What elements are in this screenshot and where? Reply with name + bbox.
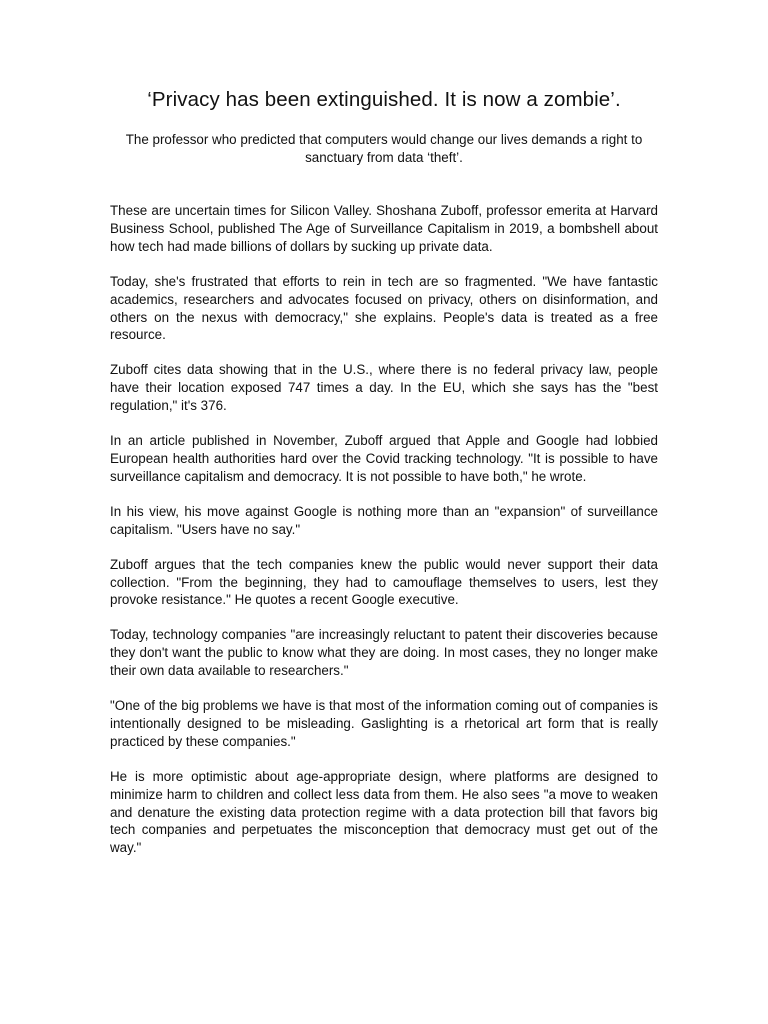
paragraph-8: "One of the big problems we have is that most of the information coming out of companies is intentionally designed to be misleading. Gaslighting is a rhetorical art form that is really practiced by these companies." [110, 698, 658, 749]
paragraph-5: In his view, his move against Google is nothing more than an "expansion" of surveillance capitalism. "Users have no say." [110, 503, 658, 537]
paragraph-1: These are uncertain times for Silicon Valley. Shoshana Zuboff, professor emerita at Harvard Business School, published The Age of Surveillance Capitalism in 2019, a bombshell about how tech had made billions of dollars by sucking up private data. [110, 203, 658, 254]
article-title: ‘Privacy has been extinguished. It is now a zombie’. [147, 88, 621, 111]
paragraph-9: He is more optimistic about age-appropriate design, where platforms are designed to minimize harm to children and collect less data from them. He also sees "a move to weaken and denature the existing data protection regime with a data protection bill that favors big tech companies and perpetuates the misconception that democracy must get out of the way." [110, 768, 658, 856]
paragraph-2: Today, she's frustrated that efforts to rein in tech are so fragmented. "We have fantastic academics, researchers and advocates focused on privacy, others on disinformation, and others on the nexus with democracy," she explains. People's data is treated as a free resource. [110, 273, 658, 343]
paragraph-7: Today, technology companies "are increasingly reluctant to patent their discoveries because they don't want the public to know what they are doing. In most cases, they no longer make their own data available to researchers." [110, 627, 658, 679]
paragraph-4: In an article published in November, Zuboff argued that Apple and Google had lobbied European health authorities hard over the Covid tracking technology. "It is possible to have surveillance capitalism and democracy. It is not possible to have both," he wrote. [110, 433, 658, 484]
article-body [110, 202, 658, 857]
paragraph-3: Zuboff cites data showing that in the U.S., where there is no federal privacy law, people have their location exposed 747 times a day. In the EU, which she says has the "best regulation," it's 376. [110, 362, 658, 414]
article-subtitle: The professor who predicted that computers would change our lives demands a right to sanctuary from data ‘theft’. [125, 132, 643, 165]
paragraph-6: Zuboff argues that the tech companies knew the public would never support their data collection. "From the beginning, they had to camouflage themselves to users, lest they provoke resistance." He quotes a recent Google executive. [110, 556, 658, 608]
